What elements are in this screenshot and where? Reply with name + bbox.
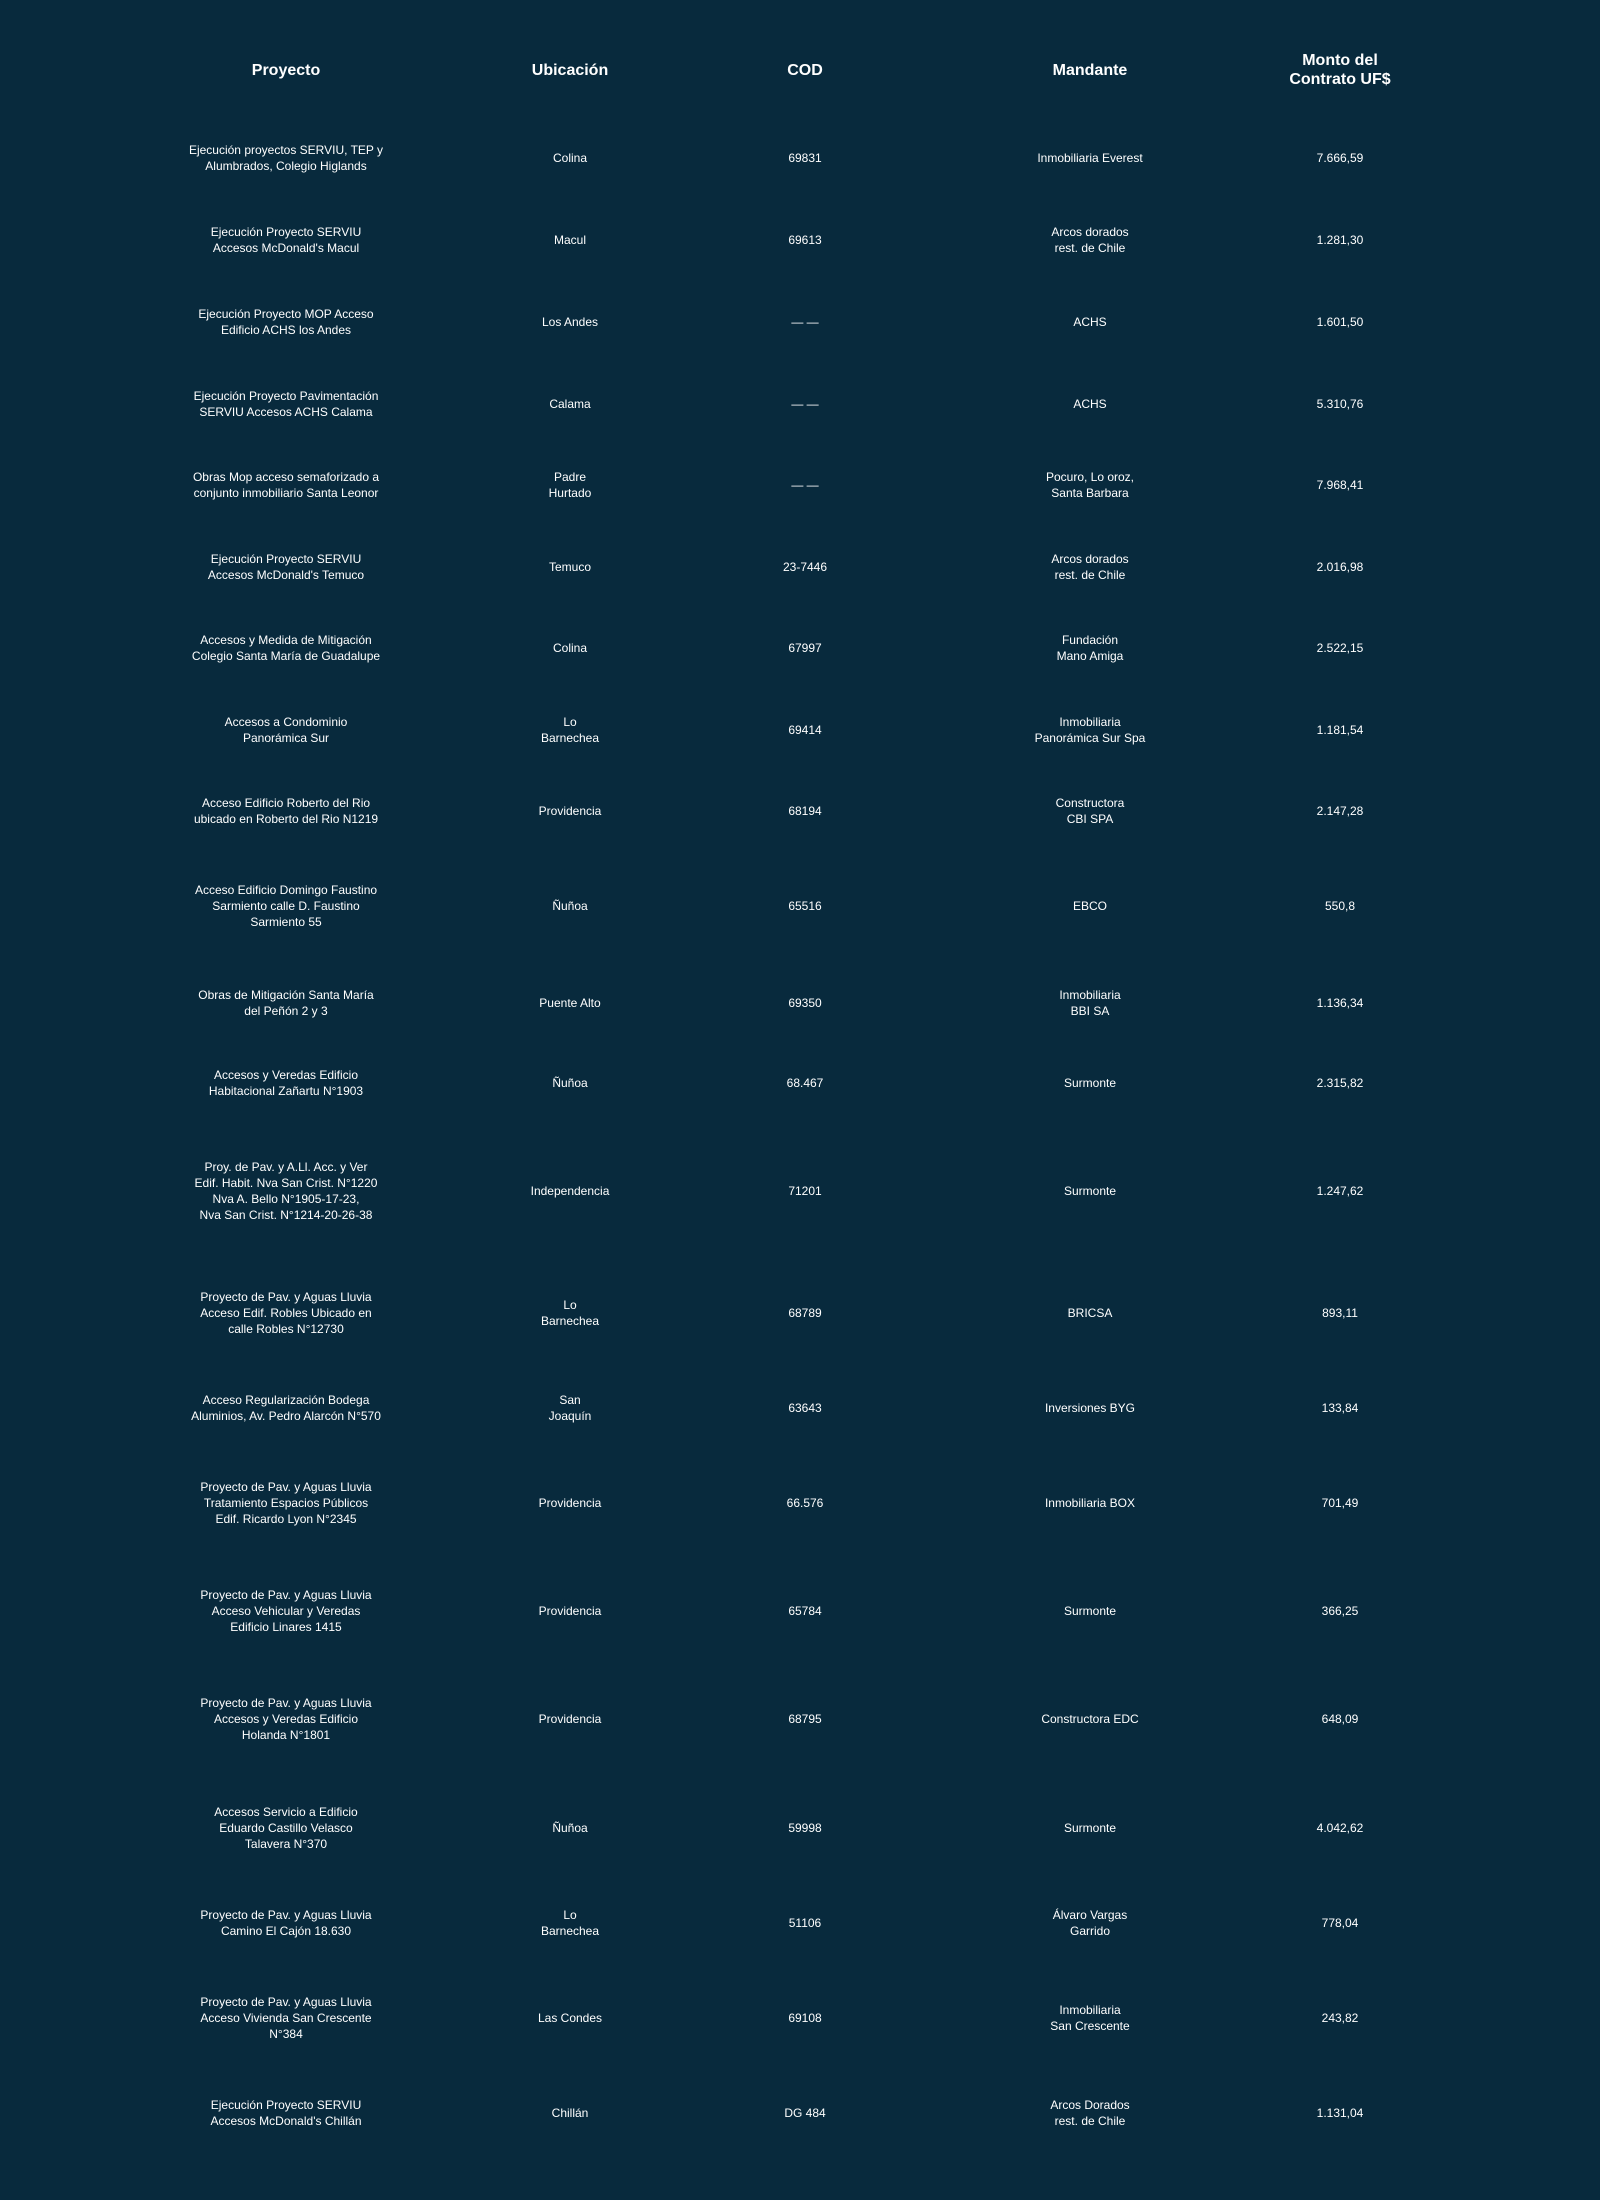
- cell-cod: 66.576: [786, 1496, 824, 1510]
- cell-proyecto: Accesos a Condominio Panorámica Sur: [224, 715, 348, 745]
- cell-cod: 68789: [788, 1306, 822, 1320]
- cell-mandante: Inmobiliaria Everest: [1037, 151, 1143, 165]
- cell-mandante: BRICSA: [1067, 1306, 1113, 1320]
- table-row: [0, 698, 1600, 762]
- cell-proyecto: Ejecución Proyecto MOP Acceso Edificio ACHS los Andes: [198, 307, 374, 337]
- cell-cod: 69108: [788, 2011, 822, 2025]
- cell-monto: 4.042,62: [1316, 1821, 1364, 1835]
- cell-mandante: Arcos dorados rest. de Chile: [1051, 225, 1129, 255]
- table-row: [0, 1376, 1600, 1440]
- cell-proyecto: Proyecto de Pav. y Aguas Lluvia Acceso Vivienda San Crescente N°384: [200, 1995, 372, 2041]
- cell-proyecto: Accesos Servicio a Edificio Eduardo Castillo Velasco Talavera N°370: [214, 1805, 358, 1851]
- cell-mandante: Surmonte: [1063, 1184, 1117, 1198]
- table-row: [0, 1281, 1600, 1345]
- cell-proyecto: Obras Mop acceso semaforizado a conjunto inmobiliario Santa Leonor: [192, 470, 380, 500]
- table-header: [0, 40, 1600, 100]
- cell-cod: 68.467: [786, 1076, 824, 1090]
- table-row: [0, 1159, 1600, 1223]
- cell-cod: 65784: [788, 1604, 822, 1618]
- cell-proyecto: Ejecución Proyecto Pavimentación SERVIU Accesos ACHS Calama: [193, 389, 379, 419]
- table-row: [0, 1986, 1600, 2050]
- cell-monto: 243,82: [1321, 2011, 1359, 2025]
- cell-monto: 366,25: [1321, 1604, 1359, 1618]
- cell-ubicacion: Padre Hurtado: [548, 470, 592, 500]
- cell-mandante: EBCO: [1072, 899, 1107, 913]
- cell-monto: 7.666,59: [1316, 151, 1364, 165]
- cell-monto: 648,09: [1321, 1712, 1359, 1726]
- cell-monto: 1.181,54: [1316, 723, 1364, 737]
- table-row: [0, 372, 1600, 436]
- table-row: [0, 290, 1600, 354]
- cell-monto: 1.281,30: [1316, 233, 1364, 247]
- cell-proyecto: Proy. de Pav. y A.Ll. Acc. y Ver Edif. Habit. Nva San Crist. N°1220 Nva A. Bello N°1905-17-23, Nva San Crist. N°1214-20-26-38: [194, 1160, 378, 1222]
- cell-mandante: Pocuro, Lo oroz, Santa Barbara: [1045, 470, 1135, 500]
- cell-cod: 71201: [788, 1184, 822, 1198]
- cell-monto: 2.315,82: [1316, 1076, 1364, 1090]
- cell-mandante: Inmobiliaria Panorámica Sur Spa: [1034, 715, 1146, 745]
- cell-monto: 778,04: [1321, 1916, 1359, 1930]
- cell-monto: 2.147,28: [1316, 804, 1364, 818]
- cell-cod: — —: [791, 478, 819, 492]
- cell-mandante: Constructora EDC: [1041, 1712, 1139, 1726]
- cell-ubicacion: Providencia: [538, 1604, 602, 1618]
- cell-ubicacion: Ñuñoa: [552, 899, 588, 913]
- cell-mandante: Inversiones BYG: [1044, 1401, 1136, 1415]
- cell-ubicacion: Independencia: [530, 1184, 610, 1198]
- cell-cod: 63643: [788, 1401, 822, 1415]
- cell-mandante: Arcos Dorados rest. de Chile: [1050, 2098, 1130, 2128]
- cell-mandante: ACHS: [1073, 315, 1107, 329]
- table-row: [0, 535, 1600, 599]
- cell-proyecto: Ejecución Proyecto SERVIU Accesos McDonald's Chillán: [210, 2098, 362, 2128]
- table-row: [0, 208, 1600, 272]
- cell-proyecto: Accesos y Veredas Edificio Habitacional Zañartu N°1903: [208, 1068, 364, 1098]
- cell-monto: 1.247,62: [1316, 1184, 1364, 1198]
- cell-ubicacion: Calama: [549, 397, 591, 411]
- cell-cod: 59998: [788, 1821, 822, 1835]
- cell-ubicacion: Lo Barnechea: [540, 715, 600, 745]
- cell-ubicacion: Providencia: [538, 1496, 602, 1510]
- cell-proyecto: Proyecto de Pav. y Aguas Lluvia Accesos y Veredas Edificio Holanda N°1801: [200, 1696, 372, 1742]
- cell-monto: 2.522,15: [1316, 641, 1364, 655]
- cell-proyecto: Obras de Mitigación Santa María del Peñón 2 y 3: [198, 988, 374, 1018]
- cell-ubicacion: Colina: [552, 151, 588, 165]
- cell-mandante: Arcos dorados rest. de Chile: [1051, 552, 1129, 582]
- cell-mandante: Surmonte: [1063, 1604, 1117, 1618]
- header-cod: COD: [787, 61, 823, 79]
- cell-ubicacion: Los Andes: [541, 315, 599, 329]
- table-row: [0, 1796, 1600, 1860]
- cell-cod: 69831: [788, 151, 822, 165]
- cell-cod: 68194: [788, 804, 822, 818]
- cell-ubicacion: Las Condes: [537, 2011, 603, 2025]
- table-row: [0, 1579, 1600, 1643]
- cell-ubicacion: Puente Alto: [539, 996, 601, 1010]
- table-row: [0, 1687, 1600, 1751]
- cell-cod: — —: [791, 397, 819, 411]
- cell-mandante: ACHS: [1073, 397, 1107, 411]
- cell-cod: 69414: [788, 723, 822, 737]
- cell-mandante: Inmobiliaria BBI SA: [1059, 988, 1121, 1018]
- cell-ubicacion: Lo Barnechea: [540, 1908, 600, 1938]
- cell-mandante: Inmobiliaria San Crescente: [1050, 2003, 1130, 2033]
- cell-cod: 68795: [788, 1712, 822, 1726]
- cell-ubicacion: Providencia: [538, 804, 602, 818]
- table-row: [0, 616, 1600, 680]
- cell-cod: 69350: [788, 996, 822, 1010]
- table-row: [0, 2081, 1600, 2145]
- cell-monto: 7.968,41: [1316, 478, 1364, 492]
- cell-proyecto: Proyecto de Pav. y Aguas Lluvia Acceso Vehicular y Veredas Edificio Linares 1415: [200, 1588, 372, 1634]
- cell-monto: 133,84: [1321, 1401, 1359, 1415]
- cell-proyecto: Ejecución proyectos SERVIU, TEP y Alumbrados, Colegio Higlands: [188, 143, 384, 173]
- cell-monto: 5.310,76: [1316, 397, 1364, 411]
- cell-cod: 65516: [788, 899, 822, 913]
- cell-proyecto: Proyecto de Pav. y Aguas Lluvia Tratamiento Espacios Públicos Edif. Ricardo Lyon N°2345: [200, 1480, 372, 1526]
- cell-monto: 550,8: [1324, 899, 1356, 913]
- table-row: [0, 971, 1600, 1035]
- cell-proyecto: Acceso Regularización Bodega Aluminios, Av. Pedro Alarcón N°570: [191, 1393, 381, 1423]
- cell-proyecto: Accesos y Medida de Mitigación Colegio Santa María de Guadalupe: [191, 633, 381, 663]
- cell-ubicacion: Ñuñoa: [552, 1076, 588, 1090]
- cell-monto: 2.016,98: [1316, 560, 1364, 574]
- table-row: [0, 1051, 1600, 1115]
- cell-ubicacion: Temuco: [548, 560, 592, 574]
- cell-cod: DG 484: [784, 2106, 826, 2120]
- cell-monto: 1.136,34: [1316, 996, 1364, 1010]
- cell-mandante: Surmonte: [1063, 1076, 1117, 1090]
- cell-ubicacion: Providencia: [538, 1712, 602, 1726]
- cell-monto: 893,11: [1322, 1306, 1358, 1320]
- table-row: [0, 1891, 1600, 1955]
- cell-mandante: Inmobiliaria BOX: [1044, 1496, 1136, 1510]
- cell-cod: 51106: [788, 1916, 822, 1930]
- table-row: [0, 126, 1600, 190]
- header-ubicacion: Ubicación: [531, 61, 609, 79]
- cell-ubicacion: Lo Barnechea: [540, 1298, 600, 1328]
- header-monto: Monto del Contrato UF$: [1289, 52, 1391, 88]
- cell-proyecto: Proyecto de Pav. y Aguas Lluvia Camino El Cajón 18.630: [200, 1908, 372, 1938]
- table-row: [0, 779, 1600, 843]
- cell-mandante: Surmonte: [1063, 1821, 1117, 1835]
- table-row: [0, 453, 1600, 517]
- cell-ubicacion: Macul: [553, 233, 586, 247]
- cell-monto: 1.601,50: [1316, 315, 1364, 329]
- cell-monto: 701,49: [1321, 1496, 1359, 1510]
- cell-ubicacion: San Joaquín: [548, 1393, 592, 1423]
- cell-ubicacion: Chillán: [551, 2106, 589, 2120]
- cell-monto: 1.131,04: [1316, 2106, 1364, 2120]
- cell-proyecto: Acceso Edificio Roberto del Rio ubicado en Roberto del Rio N1219: [193, 796, 379, 826]
- cell-cod: 67997: [788, 641, 822, 655]
- header-mandante: Mandante: [1052, 61, 1128, 79]
- cell-proyecto: Ejecución Proyecto SERVIU Accesos McDonald's Macul: [210, 225, 362, 255]
- cell-proyecto: Proyecto de Pav. y Aguas Lluvia Acceso Edif. Robles Ubicado en calle Robles N°12730: [200, 1290, 372, 1336]
- cell-proyecto: Acceso Edificio Domingo Faustino Sarmiento calle D. Faustino Sarmiento 55: [194, 883, 378, 929]
- cell-ubicacion: Colina: [552, 641, 588, 655]
- table-row: [0, 1471, 1600, 1535]
- cell-mandante: Álvaro Vargas Garrido: [1052, 1908, 1128, 1938]
- table-row: [0, 874, 1600, 938]
- cell-ubicacion: Ñuñoa: [552, 1821, 588, 1835]
- cell-cod: 69613: [788, 233, 822, 247]
- cell-proyecto: Ejecución Proyecto SERVIU Accesos McDonald's Temuco: [207, 552, 365, 582]
- cell-mandante: Constructora CBI SPA: [1055, 796, 1125, 826]
- cell-cod: — —: [791, 315, 819, 329]
- cell-cod: 23-7446: [782, 560, 828, 574]
- header-proyecto: Proyecto: [251, 61, 321, 79]
- cell-mandante: Fundación Mano Amiga: [1056, 633, 1124, 663]
